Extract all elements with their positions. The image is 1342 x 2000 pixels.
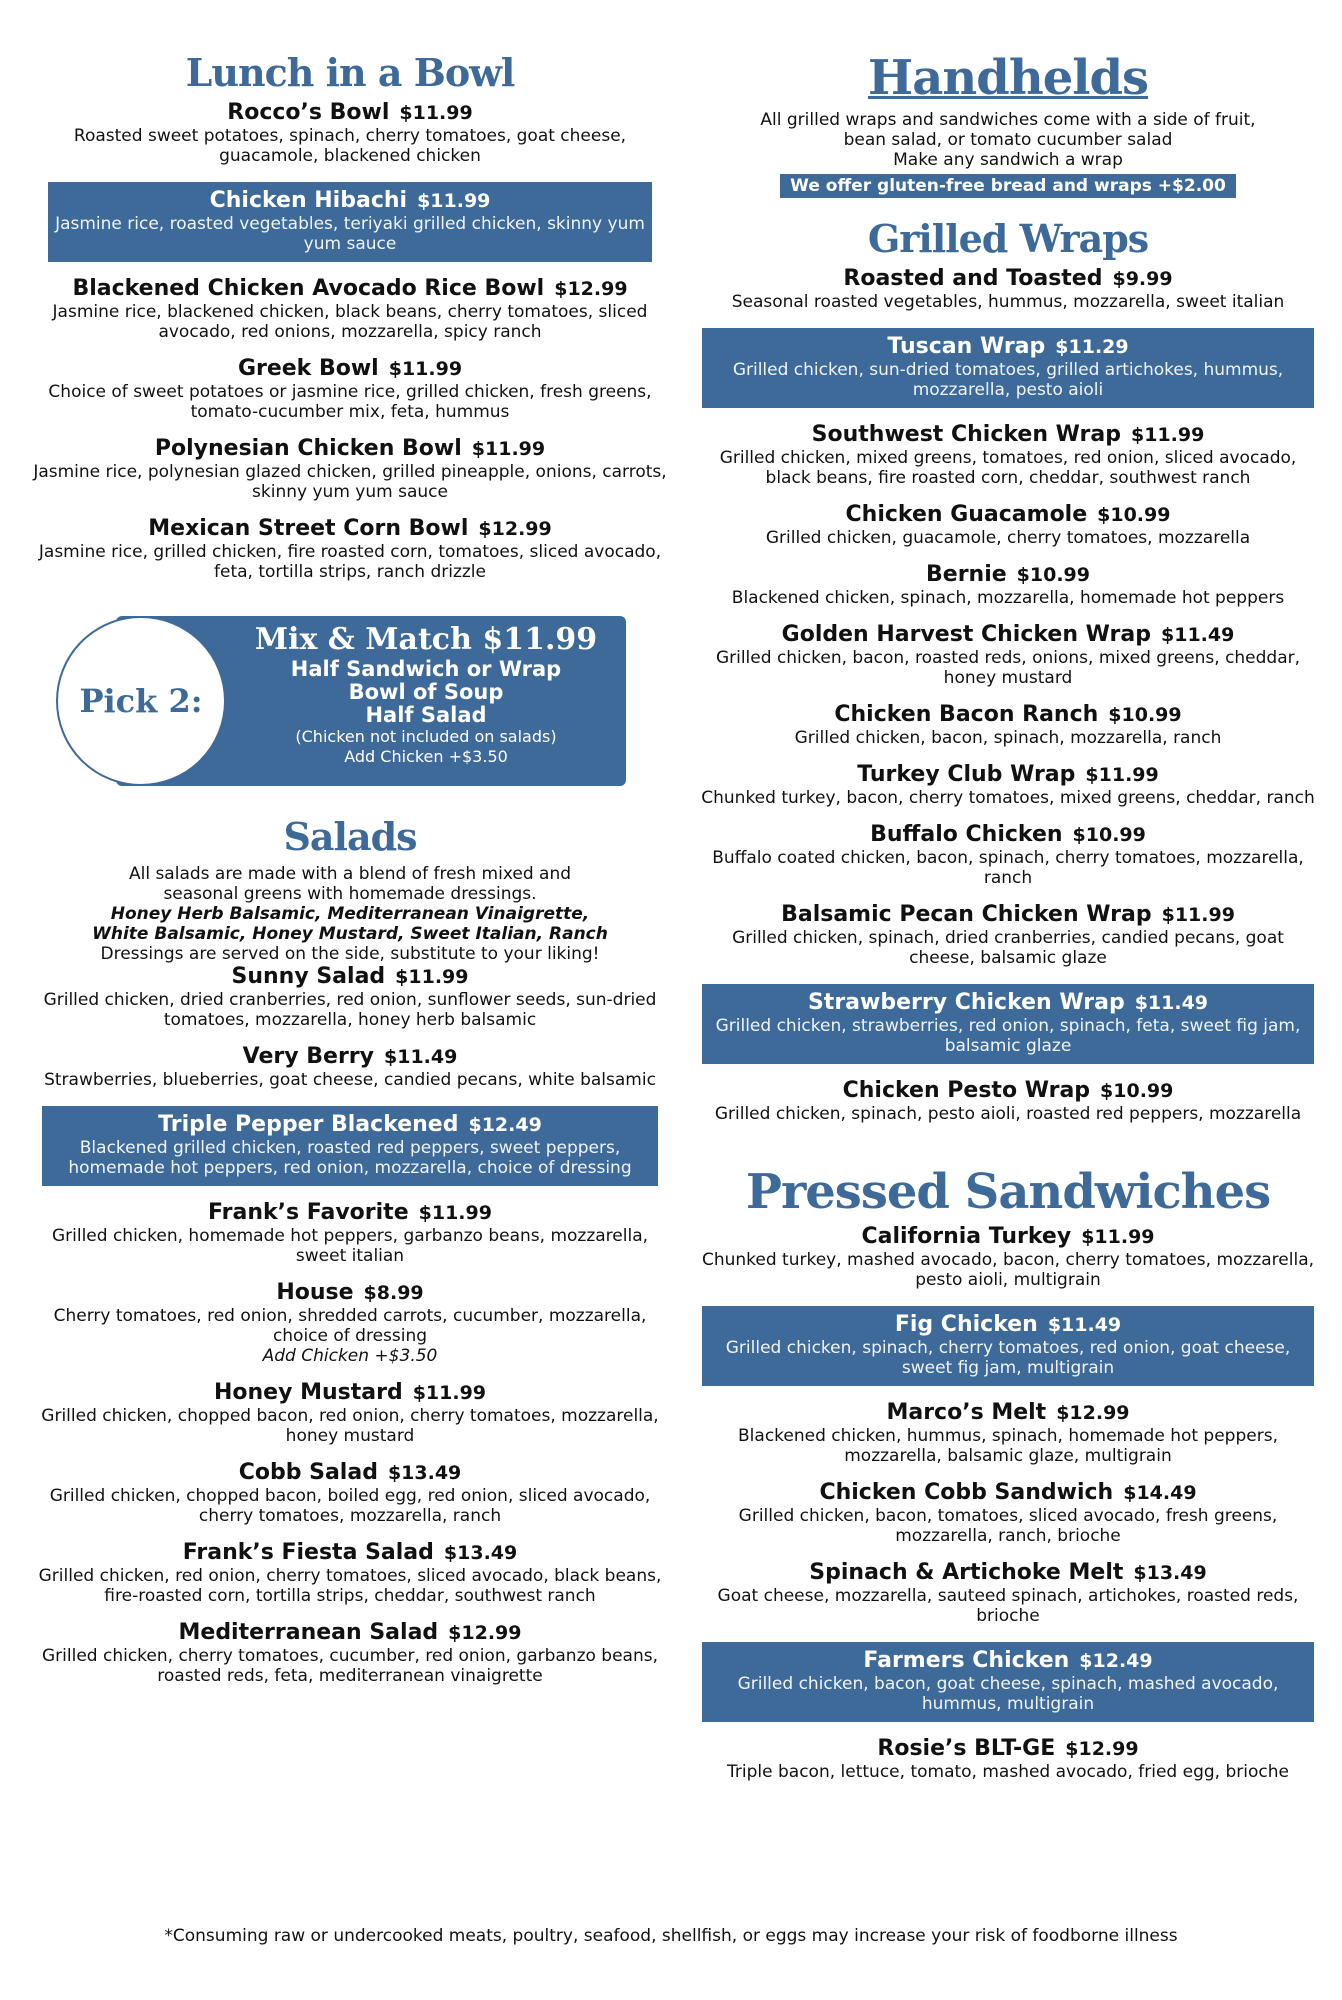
- item-name: Very Berry: [242, 1044, 374, 1069]
- menu-item: [702, 1642, 1314, 1722]
- menu-item: [698, 902, 1318, 968]
- item-price: $11.49: [1047, 1314, 1122, 1336]
- item-name: Golden Harvest Chicken Wrap: [781, 622, 1151, 647]
- item-description: Grilled chicken, guacamole, cherry tomatoes, mozzarella: [765, 528, 1251, 548]
- menu-item: [42, 1106, 658, 1186]
- menu-item: [698, 702, 1318, 748]
- item-price: $12.99: [554, 278, 628, 300]
- item-price: $11.49: [1161, 624, 1235, 646]
- salads-dressings: White Balsamic, Honey Mustard, Sweet Italian, Ranch: [92, 924, 608, 944]
- item-price: $10.99: [1097, 504, 1171, 526]
- salads-note: Dressings are served on the side, substitute to your liking!: [100, 944, 600, 964]
- item-name: House: [276, 1280, 354, 1305]
- handhelds-note: Make any sandwich a wrap: [893, 150, 1123, 170]
- item-price: $12.49: [1079, 1650, 1153, 1672]
- item-price: $13.49: [387, 1462, 462, 1484]
- handhelds-heading: Handhelds: [867, 50, 1149, 106]
- item-price: $11.99: [399, 102, 473, 124]
- menu-item: [698, 422, 1318, 488]
- item-description: Jasmine rice, grilled chicken, fire roasted corn, tomatoes, sliced avocado, feta, tortilla strips, ranch drizzle: [38, 542, 662, 582]
- item-name: Greek Bowl: [237, 356, 379, 381]
- item-price: $11.99: [417, 190, 491, 212]
- item-price: $10.99: [1072, 824, 1146, 846]
- pick-circle: [56, 616, 226, 786]
- item-description: Grilled chicken, bacon, spinach, mozzarella, ranch: [794, 728, 1222, 748]
- item-price: $13.49: [443, 1542, 518, 1564]
- salads-heading: Salads: [283, 814, 417, 859]
- item-price: $13.49: [1133, 1562, 1207, 1584]
- pressed-section: [698, 1164, 1318, 1782]
- item-description: Grilled chicken, bacon, tomatoes, sliced avocado, fresh greens, mozzarella, ranch, brioche: [738, 1506, 1278, 1546]
- item-description: Grilled chicken, sun-dried tomatoes, grilled artichokes, hummus, mozzarella, pesto aioli: [732, 360, 1284, 400]
- item-price: $11.99: [471, 438, 546, 460]
- menu-item: [30, 276, 670, 342]
- item-description: Chunked turkey, bacon, cherry tomatoes, mixed greens, cheddar, ranch: [701, 788, 1315, 808]
- item-description: Grilled chicken, cherry tomatoes, cucumber, red onion, garbanzo beans, roasted reds, feta, mediterranean vinaigrette: [41, 1646, 659, 1686]
- item-name: Frank’s Fiesta Salad: [182, 1540, 434, 1565]
- item-price: $12.99: [1065, 1738, 1139, 1760]
- handhelds-note: All grilled wraps and sandwiches come with a side of fruit,: [760, 110, 1256, 130]
- menu-item: [698, 1224, 1318, 1290]
- item-name: California Turkey: [861, 1224, 1072, 1249]
- item-description: Cherry tomatoes, red onion, shredded carrots, cucumber, mozzarella, choice of dressing: [53, 1306, 647, 1346]
- item-description: Chunked turkey, mashed avocado, bacon, cherry tomatoes, mozzarella, pesto aioli, multigrain: [701, 1250, 1315, 1290]
- lunch-bowl-list: [30, 100, 670, 582]
- item-description: Strawberries, blueberries, goat cheese, candied pecans, white balsamic: [44, 1070, 656, 1090]
- item-price: $8.99: [363, 1282, 424, 1304]
- left-column: [30, 50, 670, 1686]
- item-price: $10.99: [1108, 704, 1182, 726]
- mix-match-addon: Add Chicken +$3.50: [344, 747, 508, 766]
- wraps-section: [698, 216, 1318, 1124]
- item-description: Jasmine rice, blackened chicken, black beans, cherry tomatoes, sliced avocado, red onions, mozzarella, spicy ranch: [52, 302, 648, 342]
- menu-item: [698, 502, 1318, 548]
- item-name: Chicken Pesto Wrap: [842, 1078, 1091, 1103]
- item-description: Grilled chicken, bacon, roasted reds, onions, mixed greens, cheddar, honey mustard: [715, 648, 1301, 688]
- item-description: Grilled chicken, spinach, dried cranberries, candied pecans, goat cheese, balsamic glaze: [732, 928, 1284, 968]
- menu-item: [30, 1280, 670, 1366]
- menu-item: [698, 622, 1318, 688]
- item-name: Honey Mustard: [213, 1380, 403, 1405]
- item-description: Jasmine rice, polynesian glazed chicken, grilled pineapple, onions, carrots, skinny yum yum sauce: [33, 462, 667, 502]
- salads-intro: All salads are made with a blend of fresh mixed and seasonal greens with homemade dressings.: [128, 864, 572, 904]
- item-name: Spinach & Artichoke Melt: [809, 1560, 1124, 1585]
- item-name: Farmers Chicken: [863, 1648, 1070, 1673]
- item-description: Grilled chicken, dried cranberries, red onion, sunflower seeds, sun-dried tomatoes, mozzarella, honey herb balsamic: [43, 990, 657, 1030]
- item-description: Roasted sweet potatoes, spinach, cherry tomatoes, goat cheese, guacamole, blackened chicken: [73, 126, 627, 166]
- menu-item: [30, 356, 670, 422]
- item-name: Turkey Club Wrap: [857, 762, 1076, 787]
- item-description: Grilled chicken, chopped bacon, boiled egg, red onion, sliced avocado, cherry tomatoes, mozzarella, ranch: [49, 1486, 651, 1526]
- item-price: $11.99: [1085, 764, 1159, 786]
- item-name: Fig Chicken: [894, 1312, 1038, 1337]
- item-name: Rosie’s BLT-GE: [877, 1736, 1056, 1761]
- menu-item: [30, 1044, 670, 1090]
- item-name: Mediterranean Salad: [178, 1620, 439, 1645]
- mix-match-option: Bowl of Soup: [348, 680, 504, 704]
- item-name: Polynesian Chicken Bowl: [154, 436, 462, 461]
- footnote: *Consuming raw or undercooked meats, poultry, seafood, shellfish, or eggs may increase your risk of foodborne illness: [164, 1926, 1178, 1946]
- menu-item: [30, 1540, 670, 1606]
- menu-item: [702, 328, 1314, 408]
- item-description: Grilled chicken, spinach, pesto aioli, roasted red peppers, mozzarella: [714, 1104, 1302, 1124]
- wraps-list: [698, 266, 1318, 1124]
- item-price: $12.99: [448, 1622, 522, 1644]
- item-description: Grilled chicken, strawberries, red onion, spinach, feta, sweet fig jam, balsamic glaze: [715, 1016, 1301, 1056]
- item-name: Buffalo Chicken: [870, 822, 1063, 847]
- item-description: Jasmine rice, roasted vegetables, teriyaki grilled chicken, skinny yum yum sauce: [55, 214, 645, 254]
- gluten-free-badge: We offer gluten-free bread and wraps +$2.00: [780, 174, 1236, 198]
- menu-item: [702, 1306, 1314, 1386]
- item-price: $10.99: [1016, 564, 1090, 586]
- pick-label: Pick 2:: [79, 682, 203, 720]
- menu-item: [30, 1200, 670, 1266]
- item-price: $9.99: [1112, 268, 1173, 290]
- menu-item: [698, 1560, 1318, 1626]
- item-name: Rocco’s Bowl: [227, 100, 390, 125]
- item-price: $11.99: [395, 966, 469, 988]
- menu-item: [698, 266, 1318, 312]
- menu-item: [48, 182, 652, 262]
- item-price: $11.99: [1161, 904, 1235, 926]
- item-name: Chicken Guacamole: [845, 502, 1088, 527]
- item-description: Triple bacon, lettuce, tomato, mashed avocado, fried egg, brioche: [727, 1762, 1289, 1782]
- item-name: Sunny Salad: [231, 964, 386, 989]
- item-description: Blackened chicken, hummus, spinach, homemade hot peppers, mozzarella, balsamic glaze, multigrain: [738, 1426, 1278, 1466]
- menu-item: [30, 1620, 670, 1686]
- item-description: Buffalo coated chicken, bacon, spinach, cherry tomatoes, mozzarella, ranch: [712, 848, 1304, 888]
- item-price: $11.99: [418, 1202, 492, 1224]
- item-price: $11.49: [1134, 992, 1209, 1014]
- item-name: Frank’s Favorite: [208, 1200, 409, 1225]
- item-name: Mexican Street Corn Bowl: [148, 516, 469, 541]
- mix-match-note: (Chicken not included on salads): [295, 727, 557, 746]
- salads-section: [30, 814, 670, 1686]
- menu-item: [30, 436, 670, 502]
- salads-dressings: Honey Herb Balsamic, Mediterranean Vinaigrette,: [110, 904, 590, 924]
- item-name: Roasted and Toasted: [843, 266, 1103, 291]
- item-description: Goat cheese, mozzarella, sauteed spinach, artichokes, roasted reds, brioche: [717, 1586, 1299, 1626]
- item-price: $11.29: [1055, 336, 1129, 358]
- item-name: Bernie: [926, 562, 1007, 587]
- item-price: $14.49: [1123, 1482, 1197, 1504]
- item-description: Grilled chicken, bacon, goat cheese, spinach, mashed avocado, hummus, multigrain: [737, 1674, 1279, 1714]
- pressed-list: [698, 1224, 1318, 1782]
- item-name: Blackened Chicken Avocado Rice Bowl: [72, 276, 545, 301]
- item-name: Chicken Hibachi: [209, 188, 408, 213]
- item-price: $11.99: [1081, 1226, 1155, 1248]
- wraps-heading: Grilled Wraps: [867, 216, 1149, 261]
- menu-item: [698, 1480, 1318, 1546]
- mix-match-option: Half Sandwich or Wrap: [290, 657, 562, 681]
- salads-list: [30, 964, 670, 1686]
- lunch-bowl-heading: Lunch in a Bowl: [185, 50, 515, 95]
- item-name: Strawberry Chicken Wrap: [807, 990, 1125, 1015]
- item-description: Grilled chicken, spinach, cherry tomatoes, red onion, goat cheese, sweet fig jam, multigrain: [725, 1338, 1291, 1378]
- item-description: Grilled chicken, chopped bacon, red onion, cherry tomatoes, mozzarella, honey mustard: [41, 1406, 659, 1446]
- menu-item: [30, 516, 670, 582]
- item-description: Blackened chicken, spinach, mozzarella, homemade hot peppers: [731, 588, 1285, 608]
- item-description: Grilled chicken, red onion, cherry tomatoes, sliced avocado, black beans, fire-roasted corn, tortilla strips, cheddar, southwest ranch: [38, 1566, 662, 1606]
- item-description: Grilled chicken, mixed greens, tomatoes, red onion, sliced avocado, black beans, fire roasted corn, cheddar, southwest ranch: [719, 448, 1297, 488]
- menu-item: [698, 762, 1318, 808]
- mix-match-option: Half Salad: [365, 703, 487, 727]
- menu-item: [30, 1460, 670, 1526]
- menu-item: [30, 100, 670, 166]
- item-name: Tuscan Wrap: [887, 334, 1046, 359]
- item-price: $10.99: [1100, 1080, 1174, 1102]
- menu-item: [698, 1078, 1318, 1124]
- menu-item: [702, 984, 1314, 1064]
- item-price: $11.49: [384, 1046, 458, 1068]
- menu-item: [698, 1400, 1318, 1466]
- item-description: Seasonal roasted vegetables, hummus, mozzarella, sweet italian: [731, 292, 1285, 312]
- menu-item: [698, 562, 1318, 608]
- menu-item: [30, 964, 670, 1030]
- item-price: $11.99: [1130, 424, 1205, 446]
- mix-match-title: Mix & Match $11.99: [254, 622, 598, 657]
- item-price: $12.49: [468, 1114, 542, 1136]
- item-description: Choice of sweet potatoes or jasmine rice, grilled chicken, fresh greens, tomato-cucumber mix, feta, hummus: [48, 382, 652, 422]
- menu-item: [30, 1380, 670, 1446]
- pressed-heading: Pressed Sandwiches: [745, 1164, 1271, 1220]
- item-price: $12.99: [1056, 1402, 1130, 1424]
- item-price: $11.99: [412, 1382, 487, 1404]
- item-name: Chicken Bacon Ranch: [834, 702, 1099, 727]
- item-description: Blackened grilled chicken, roasted red peppers, sweet peppers, homemade hot peppers, red onion, mozzarella, choice of dressing: [68, 1138, 632, 1178]
- item-name: Triple Pepper Blackened: [158, 1112, 459, 1137]
- item-name: Balsamic Pecan Chicken Wrap: [781, 902, 1152, 927]
- handhelds-note: bean salad, or tomato cucumber salad: [843, 130, 1173, 150]
- menu-item: [698, 822, 1318, 888]
- item-price: $11.99: [388, 358, 463, 380]
- item-price: $12.99: [478, 518, 552, 540]
- item-addon: Add Chicken +$3.50: [262, 1346, 438, 1366]
- mix-match-content: [226, 622, 626, 767]
- item-name: Marco’s Melt: [886, 1400, 1047, 1425]
- menu-item: [698, 1736, 1318, 1782]
- item-name: Cobb Salad: [238, 1460, 378, 1485]
- mix-match-box: [56, 616, 626, 786]
- item-name: Southwest Chicken Wrap: [811, 422, 1121, 447]
- item-description: Grilled chicken, homemade hot peppers, garbanzo beans, mozzarella, sweet italian: [51, 1226, 649, 1266]
- right-column: [698, 50, 1318, 1782]
- item-name: Chicken Cobb Sandwich: [819, 1480, 1114, 1505]
